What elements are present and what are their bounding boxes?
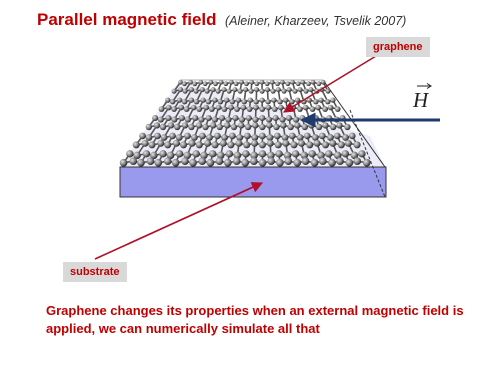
lattice-atom [287,87,292,92]
lattice-atom [229,133,236,140]
lattice-atom [353,157,361,165]
lattice-atom [304,89,309,94]
lattice-atom [293,89,298,94]
lattice-atom [282,140,289,147]
lattice-atom [271,97,276,102]
lattice-atom [137,159,145,167]
lattice-atom [224,159,232,167]
lattice-atom [168,122,174,128]
title-main: Parallel magnetic field [37,10,217,29]
lattice-atom [129,157,137,165]
lattice-atom [330,97,335,102]
lattice-atom [297,134,304,141]
lattice-atom [318,97,323,102]
lattice-atom [270,80,275,85]
lattice-atom [225,117,231,123]
lattice-atom [174,124,180,130]
lattice-atom [231,124,237,130]
lattice-atom [294,122,300,128]
lattice-atom [171,106,177,112]
lattice-atom [184,133,191,140]
lattice-atom [224,97,229,102]
lattice-atom [322,122,328,128]
lattice-atom [220,140,227,147]
lattice-atom [188,80,193,85]
lattice-atom [180,141,187,148]
lattice-atom [198,80,203,85]
lattice-atom [322,141,329,148]
lattice-atom [212,97,217,102]
lattice-atom [203,105,209,111]
lattice-atom [216,89,221,94]
lattice-atom [336,157,344,165]
lattice-atom [259,115,265,121]
lattice-atom [192,115,198,121]
lattice-atom [304,133,311,140]
lattice-atom [205,89,210,94]
lattice-atom [216,157,224,165]
lattice-atom [319,157,327,165]
lattice-atom [259,133,266,140]
lattice-atom [179,115,185,121]
lattice-atom [253,105,259,111]
lattice-atom [259,97,264,102]
lattice-atom [358,150,365,157]
lattice-atom [198,117,204,123]
lattice-atom [243,87,248,92]
lattice-atom [345,140,352,147]
lattice-atom [273,124,279,130]
lattice-atom [329,140,336,147]
lattice-atom [346,159,354,167]
lattice-atom [212,141,219,148]
lattice-atom [328,159,336,167]
lattice-atom [142,140,149,147]
lattice-atom [166,115,172,121]
lattice-atom [152,115,158,121]
lattice-atom [326,89,331,94]
lattice-atom [243,141,250,148]
lattice-atom [165,97,170,102]
lattice-atom [158,117,164,123]
lattice-atom [227,89,232,94]
lattice-atom [234,81,239,86]
lattice-atom [290,141,297,148]
lattice-atom [184,106,190,112]
lattice-atom [154,122,160,128]
lattice-atom [189,87,194,92]
lattice-atom [334,133,341,140]
lattice-atom [245,124,251,130]
lattice-atom [164,157,172,165]
lattice-atom [298,140,305,147]
lattice-atom [254,81,259,86]
lattice-atom [242,99,247,104]
substrate-label: substrate [63,262,127,282]
lattice-atom [177,97,182,102]
lattice-atom [300,80,305,85]
lattice-atom [317,81,322,86]
lattice-atom [278,105,284,111]
lattice-atom [139,133,146,140]
lattice-atom [277,99,282,104]
lattice-atom [230,99,235,104]
lattice-atom [336,122,342,128]
lattice-atom [311,80,316,85]
lattice-atom [266,117,272,123]
lattice-atom [218,99,223,104]
lattice-atom [249,80,254,85]
lattice-atom [164,141,171,148]
lattice-atom [157,140,164,147]
lattice-atom [169,133,176,140]
lattice-atom [232,115,238,121]
lattice-atom [213,81,218,86]
lattice-atom [349,133,356,140]
lattice-atom [297,106,303,112]
lattice-atom [286,81,291,86]
lattice-atom [325,150,332,157]
lattice-atom [335,106,341,112]
lattice-atom [275,141,282,148]
lattice-atom [254,87,259,92]
lattice-atom [229,80,234,85]
lattice-atom [232,87,237,92]
lattice-atom [275,81,280,86]
lattice-atom [209,150,216,157]
lattice-atom [259,150,266,157]
lattice-atom [198,157,206,165]
lattice-atom [159,106,165,112]
lattice-atom [166,105,172,111]
lattice-atom [293,159,301,167]
lattice-atom [120,159,128,167]
lattice-atom [242,150,249,157]
lattice-atom [310,106,316,112]
lattice-atom [238,89,243,94]
lattice-atom [178,105,184,111]
lattice-atom [316,124,322,130]
lattice-atom [325,99,330,104]
lattice-atom [313,99,318,104]
lattice-atom [217,124,223,130]
lattice-atom [285,157,293,165]
lattice-atom [211,87,216,92]
lattice-atom [209,80,214,85]
lattice-atom [289,99,294,104]
lattice-atom [146,124,152,130]
lattice-atom [260,80,265,85]
lattice-atom [290,80,295,85]
lattice-atom [274,133,281,140]
lattice-atom [292,150,299,157]
lattice-atom [161,134,168,141]
lattice-atom [219,80,224,85]
lattice-atom [259,141,266,148]
lattice-atom [319,133,326,140]
lattice-atom [143,150,150,157]
lattice-atom [209,106,215,112]
lattice-atom [226,150,233,157]
lattice-atom [275,150,282,157]
lattice-atom [315,105,321,111]
lattice-atom [221,134,228,141]
lattice-atom [271,89,276,94]
lattice-atom [148,141,155,148]
lattice-atom [244,81,249,86]
lattice-atom [288,124,294,130]
lattice-atom [196,141,203,148]
lattice-atom [154,159,162,167]
lattice-atom [247,106,253,112]
lattice-atom [193,150,200,157]
lattice-atom [194,99,199,104]
graphene-label: graphene [366,37,430,57]
lattice-atom [244,133,251,140]
lattice-atom [199,133,206,140]
lattice-atom [154,133,161,140]
lattice-atom [204,140,211,147]
lattice-atom [251,140,258,147]
lattice-atom [282,89,287,94]
lattice-atom [259,159,267,167]
lattice-atom [236,134,243,141]
lattice-atom [322,106,328,112]
lattice-atom [203,81,208,86]
lattice-atom [328,105,334,111]
lattice-atom [191,105,197,111]
lattice-atom [239,117,245,123]
lattice-atom [321,80,326,85]
lattice-atom [234,106,240,112]
lattice-atom [296,81,301,86]
lattice-atom [289,133,296,140]
lattice-atom [311,159,319,167]
lattice-atom [200,97,205,102]
lattice-atom [223,81,228,86]
lattice-atom [206,115,212,121]
lattice-atom [228,105,234,111]
lattice-atom [306,141,313,148]
lattice-atom [302,124,308,130]
lattice-atom [266,122,272,128]
lattice-atom [212,117,218,123]
lattice-atom [308,122,314,128]
title-citation: (Aleiner, Kharzeev, Tsvelik 2007) [224,14,407,28]
lattice-atom [308,87,313,92]
lattice-atom [189,97,194,102]
lattice-atom [354,141,361,148]
lattice-atom [196,106,202,112]
lattice-atom [222,87,227,92]
lattice-atom [216,105,222,111]
lattice-atom [303,105,309,111]
lattice-atom [259,124,265,130]
lattice-atom [241,105,247,111]
lattice-atom [280,117,286,123]
lattice-atom [210,122,216,128]
lattice-atom [178,87,183,92]
lattice-atom [260,89,265,94]
lattice-atom [363,159,371,167]
lattice-atom [302,157,310,165]
lattice-atom [330,124,336,130]
lattice-atom [344,124,350,130]
lattice-atom [267,140,274,147]
lattice-atom [286,115,292,121]
lattice-atom [267,157,275,165]
lattice-atom [314,140,321,147]
lattice-atom [342,150,349,157]
lattice-atom [189,159,197,167]
lattice-atom [276,87,281,92]
lattice-atom [207,159,215,167]
lattice-atom [183,89,188,94]
lattice-atom [273,115,279,121]
lattice-atom [202,124,208,130]
lattice-atom [200,87,205,92]
lattice-atom [280,122,286,128]
lattice-atom [188,124,194,130]
lattice-atom [266,105,272,111]
lattice-atom [181,157,189,165]
lattice-atom [248,97,253,102]
lattice-atom [246,115,252,121]
lattice-atom [233,157,241,165]
lattice-atom [236,97,241,102]
lattice-atom [309,150,316,157]
lattice-atom [178,80,183,85]
lattice-atom [172,89,177,94]
lattice-atom [293,117,299,123]
lattice-atom [206,134,213,141]
lattice-atom [282,134,289,141]
lattice-atom [170,99,175,104]
lattice-atom [182,122,188,128]
lattice-atom [249,89,254,94]
lattice-atom [298,87,303,92]
lattice-atom [265,99,270,104]
lattice-atom [171,117,177,123]
lattice-atom [239,80,244,85]
lattice-atom [280,80,285,85]
lattice-atom [219,115,225,121]
lattice-atom [196,122,202,128]
lattice-atom [272,106,278,112]
lattice-atom [159,150,166,157]
lattice-atom [194,89,199,94]
lattice-atom [276,159,284,167]
lattice-atom [206,99,211,104]
lattice-atom [160,124,166,130]
slide-caption: Graphene changes its properties when an external magnetic field is applied, we can numerically simulate all that [46,303,464,336]
lattice-atom [126,150,133,157]
lattice-atom [172,159,180,167]
lattice-atom [224,122,230,128]
lattice-atom [176,150,183,157]
lattice-atom [265,81,270,86]
lattice-atom [238,122,244,128]
lattice-atom [147,157,155,165]
lattice-atom [222,106,228,112]
lattice-atom [189,140,196,147]
lattice-atom [192,81,197,86]
lattice-atom [283,97,288,102]
lattice-atom [227,141,234,148]
lattice-atom [252,117,258,123]
lattice-atom [338,141,345,148]
lattice-atom [241,159,249,167]
lattice-atom [306,81,311,86]
lattice-atom [235,140,242,147]
lattice-atom [185,117,191,123]
lattice-atom [133,141,140,148]
lattice-atom [265,87,270,92]
field-symbol: H [413,88,429,112]
lattice-atom [173,140,180,147]
lattice-atom [146,134,153,141]
lattice-atom [214,133,221,140]
substrate-front-face [120,167,386,197]
lattice-atom [182,99,187,104]
lattice-atom [259,106,265,112]
lattice-atom [253,99,258,104]
lattice-atom [250,157,258,165]
lattice-atom [252,122,258,128]
lattice-atom [182,81,187,86]
